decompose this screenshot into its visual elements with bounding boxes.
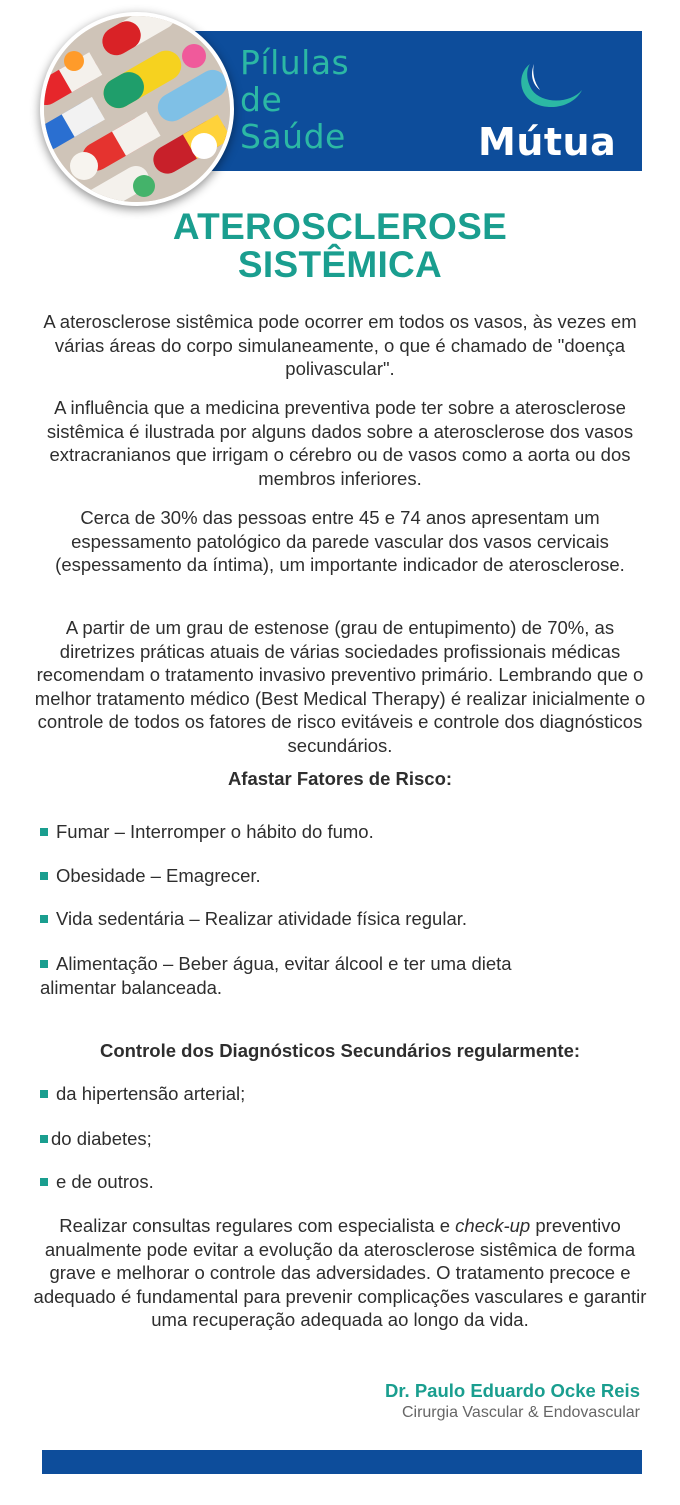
series-title-line-3: Saúde [240, 117, 346, 156]
paragraph-3: Cerca de 30% das pessoas entre 45 e 74 anos apresentam um espessamento patológico da parede vascular dos vasos cervicais (espessamento da íntima), um importante indicador de aterosclerose. [55, 507, 625, 575]
bullet-square-icon [40, 872, 48, 880]
footer-bar [42, 1450, 642, 1474]
secondary-control-heading: Controle dos Diagnósticos Secundários regularmente: [99, 1040, 581, 1061]
brand-logo-text: Mútua [478, 120, 617, 164]
risk-item: Vida sedentária – Realizar atividade física regular. [40, 907, 640, 931]
checkup-term: check-up [455, 1215, 531, 1236]
mutua-crescent-icon [512, 58, 586, 116]
article-title-line-2: SISTÊMICA [237, 244, 443, 285]
series-title-line-2: de [240, 80, 283, 119]
author-specialty: Cirurgia Vascular & Endovascular [401, 1404, 640, 1421]
series-title [240, 44, 440, 155]
article-title-line-1: ATEROSCLEROSE [172, 206, 508, 247]
bullet-square-icon [40, 1178, 48, 1186]
control-item: do diabetes; [40, 1127, 640, 1151]
risk-factors-heading: Afastar Fatores de Risco: [227, 768, 453, 789]
series-title-line-1: Pílulas [240, 43, 350, 82]
bullet-square-icon [40, 960, 48, 968]
pills-photo [40, 12, 234, 206]
paragraph-1: A aterosclerose sistêmica pode ocorrer em todos os vasos, às vezes em várias áreas do corpo simulaneamente, o que é chamado de "doença polivascular". [43, 311, 637, 379]
bullet-square-icon [40, 915, 48, 923]
paragraph-2: A influência que a medicina preventiva pode ter sobre a aterosclerose sistêmica é ilustrada por alguns dados sobre a aterosclerose dos vasos extracranianos que irrigam o cérebro ou de vasos como a aorta ou dos membros inferiores. [46, 397, 634, 489]
control-item: e de outros. [40, 1170, 640, 1194]
bullet-square-icon [40, 1135, 48, 1143]
author-name: Dr. Paulo Eduardo Ocke Reis [385, 1380, 640, 1401]
paragraph-4: A partir de um grau de estenose (grau de entupimento) de 70%, as diretrizes práticas atuais de várias sociedades profissionais médicas recomendam o tratamento invasivo preventivo primário. Lembrando que o melhor tratamento médico (Best Medical Therapy) é realizar inicialmente o controle de todos os fatores de risco evitáveis e controle dos diagnósticos secundários. [34, 617, 646, 756]
pills-illustration [44, 16, 230, 202]
control-item: da hipertensão arterial; [40, 1082, 640, 1106]
risk-item: Obesidade – Emagrecer. [40, 864, 640, 888]
risk-item: Alimentação – Beber água, evitar álcool e ter uma dieta alimentar balanceada. [40, 953, 512, 998]
article-title [0, 208, 680, 284]
bullet-square-icon [40, 828, 48, 836]
risk-item: Fumar – Interromper o hábito do fumo. [40, 820, 640, 844]
closing-paragraph: Realizar consultas regulares com especialista e check-up preventivo anualmente pode evitar a evolução da aterosclerose sistêmica de forma grave e melhorar o controle das adversidades. O tratamento precoce e adequado é fundamental para prevenir complicações vasculares e garantir uma recuperação adequada ao longo da vida. [33, 1215, 647, 1330]
bullet-square-icon [40, 1090, 48, 1098]
